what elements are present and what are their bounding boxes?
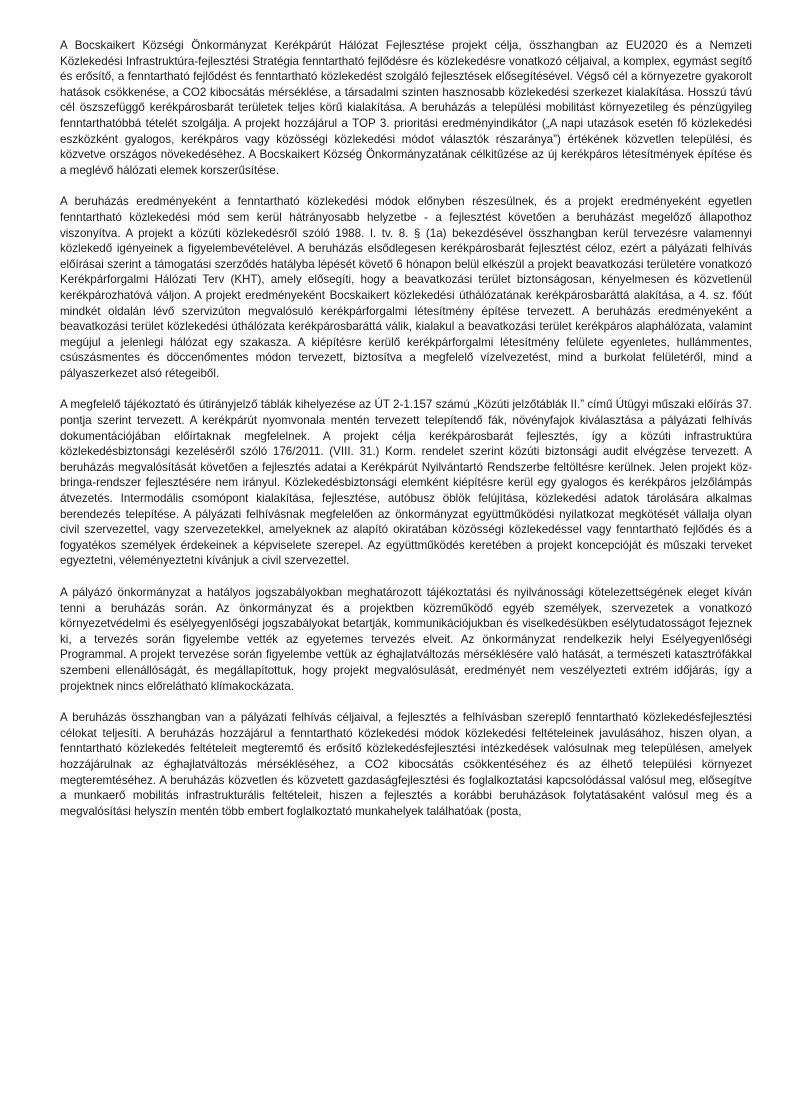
paragraph-sustainable-transport: A beruházás eredményeként a fenntartható közlekedési módok előnyben részesülnek, és a projekt eredményeként egyetlen fenntartható közlekedési mód sem kerül hátrányosabb helyzetbe - a fejlesztést követően a beruházást megelőző állapothoz viszonyítva. A projekt a közúti közlekedésről szóló 1988. I. tv. 8. § (1a) bekezdésével összhangban kerül tervezésre valamennyi közlekedő igényeinek a figyelembevételével. A beruházás elsődlegesen kerékpárosbarát fejlesztést céloz, ezért a pályázati felhívás előírásai szerint a támogatási szerződés hatályba lépését követő 6 hónapon belül elkészül a projekt beavatkozási területére vonatkozó Kerékpárforgalmi Hálózati Terv (KHT), amely elősegíti, hogy a beavatkozási terület biztonságosan, kényelmesen és közvetlenül kerékpározhatóvá váljon. A projekt eredményeként Bocskaikert közlekedési úthálózatának kerékpárosbaráttá alakítása, a 4. sz. főút mindkét oldalán lévő szervizúton megvalósuló kerékpárforgalmi létesítmény építése tervezett. A beruházás eredményeként a beavatkozási terület közlekedési úthálózata kerékpárosbaráttá válik, kialakul a beavatkozási terület kerékpáros alaphálózata, valamint megújul a jelenlegi hálózat egy szakasza. A kiépítésre kerülő kerékpárforgalmi létesítmény felülete egyenletes, hullámmentes, csúszásmentes és döccenőmentes módon tervezett, biztosítva a megfelelő vízelvezetést, mind a burkolat felületéről, mind a pályaszerkezet alsó rétegeiből. xyxy=(60,195,752,380)
paragraph-signage-safety: A megfelelő tájékoztató és útirányjelző táblák kihelyezése az ÚT 2-1.157 számú „Közúti jelzőtáblák II.” című Útügyi műszaki előírás 37. pontja szerint tervezett. A kerékpárút nyomvonala mentén tervezett telepítendő fák, növényfajok kiválasztása a pályázati felhívás dokumentációjában előírtaknak megfelelnek. A projekt célja kerékpárosbarát fejlesztés, így a közúti infrastruktúra közlekedésbiztonsági kezeléséről szóló 176/2011. (VIII. 31.) Korm. rendelet szerint közúti biztonsági audit elvégzése tervezett. A beruházás megvalósítását követően a fejlesztés adatai a Kerékpárút Nyilvántartó Rendszerbe feltöltésre kerülnek. Jelen projekt közbringa-rendszer fejlesztésére nem irányul. Közlekedésbiztonsági elemként kiépítésre kerül egy gyalogos és kerékpáros jelzőlámpás átvezetés. Intermodális csomópont kialakítása, fejlesztése, autóbusz öblök felújítása, közlekedési adatok tárolására alkalmas berendezés telepítése. A pályázati felhívásnak megfelelően az önkormányzat együttműködési nyilatkozat megkötését vállalja olyan civil szervezettel, vagy szervezetekkel, amelyeknek az alapító okiratában közösségi közlekedéssel vagy fenntartható fejlődés és a fogyatékos személyek érdekeinek a képviselete szerepel. Az együttműködés keretében a projekt koncepcióját és műszaki terveket egyeztetni, véleményeztetni kívánjuk a civil szervezettel. xyxy=(60,398,752,568)
document-page xyxy=(60,38,752,835)
paragraph-project-goal: A Bocskaikert Községi Önkormányzat Kerékpárút Hálózat Fejlesztése projekt célja, összhangban az EU2020 és a Nemzeti Közlekedési Infrastruktúra-fejlesztési Stratégia fenntartható fejlődésre és közlekedésre vonatkozó céljaival, a komplex, egymást segítő és erősítő, a fenntartható fejlődést és fenntartható közlekedést szolgáló fejlesztések elősegítésével. Végső cél a környezetre gyakorolt hatások csökkenése, a CO2 kibocsátás mérséklése, a társadalmi szinten hasznosabb közlekedési szerkezet kialakítása. Hosszú távú cél öszszefüggő kerékpárosbarát területek teljes körű kialakítása. A beruházás a települési mobilitást környezetileg és pénzügyileg fenntarthatóbbá tételét szolgálja. A projekt hozzájárul a TOP 3. prioritási eredményindikátor („A napi utazások esetén fő közlekedési eszközként gyalogos, kerékpáros vagy közösségi közlekedési módot választók részaránya”) értékének közvetlen települési, és közvetve országos növekedéséhez. A Bocskaikert Község Önkormányzatának célkitűzése az új kerékpáros létesítmények építése és a meglévő hálózati elemek korszerűsítése. xyxy=(60,39,752,177)
paragraph-alignment: A beruházás összhangban van a pályázati felhívás céljaival, a fejlesztés a felhívásban szereplő fenntartható közlekedésfejlesztési célokat teljesíti. A beruházás hozzájárul a fenntartható közlekedési módok közlekedési feltételeinek javulásához, hiszen olyan, a fenntartható közlekedés feltételeit megteremtő és erősítő közlekedésfejlesztési intézkedések valósulnak meg településen, amelyek hozzájárulnak az éghajlatváltozás mérsékléséhez, a CO2 kibocsátás csökkentéséhez és az élhető települési környezet megteremtéséhez. A beruházás közvetlen és közvetett gazdaságfejlesztési és foglalkoztatási kapcsolódással valósul meg, elősegítve a munkaerő mobilitás infrastrukturális feltételeit, hiszen a fejlesztés a korábbi beruházások folytatásaként valósul meg és a megvalósítási helyszín mentén több embert foglalkoztató munkahelyek találhatóak (posta, xyxy=(60,711,752,818)
paragraph-publicity-equality: A pályázó önkormányzat a hatályos jogszabályokban meghatározott tájékoztatási és nyilvánossági kötelezettségének eleget kíván tenni a beruházás során. Az önkormányzat és a projektben közreműködő egyéb személyek, szervezetek a vonatkozó környezetvédelmi és esélyegyenlőségi jogszabályokat betartják, kommunikációjukban és viselkedésükben esélytudatosságot fejeznek ki, a tervezés során figyelembe vették az egyetemes tervezés elveit. Az önkormányzat rendelkezik helyi Esélyegyenlőségi Programmal. A projekt tervezése során figyelembe vettük az éghajlatváltozás mérséklésére való hatását, a természeti katasztrófákkal szembeni ellenállóságát, és megállapítottuk, hogy projekt megvalósulását, eredményét nem veszélyezteti extrém időjárás, így a projektnek nincs előrelátható klímakockázata. xyxy=(60,586,752,693)
